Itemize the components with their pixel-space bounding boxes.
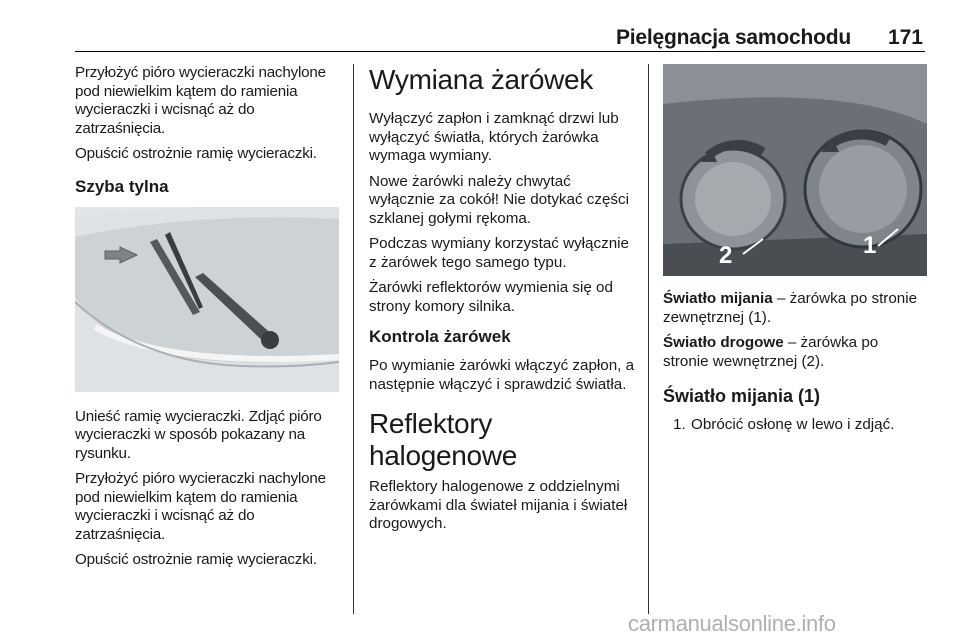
high-beam-description bbox=[663, 334, 928, 371]
column-1 bbox=[75, 64, 345, 577]
rear-wiper-drawing bbox=[75, 207, 339, 392]
high-beam-term: Światło drogowe bbox=[663, 334, 784, 351]
section-heading-bulb-check: Kontrola żarówek bbox=[369, 327, 511, 346]
section-title-halogen: Reflektory halogenowe bbox=[369, 408, 518, 471]
paragraph: Po wymianie żarówki włączyć zapłon, a następnie włączyć i sprawdzić światła. bbox=[369, 357, 635, 393]
column-2 bbox=[369, 64, 637, 541]
step-text: Obrócić osłonę w lewo i zdjąć. bbox=[691, 416, 895, 433]
paragraph: Żarówki reflektorów wymienia się od strony komory silnika. bbox=[369, 279, 613, 315]
step-number: 1. bbox=[673, 416, 686, 433]
figure-label-1: 1 bbox=[863, 232, 877, 259]
rear-wiper-illustration bbox=[75, 207, 339, 392]
column-divider-2 bbox=[648, 64, 649, 614]
column-3 bbox=[663, 64, 928, 442]
header-title: Pielęgnacja samochodu bbox=[615, 26, 851, 49]
column-divider-1 bbox=[353, 64, 354, 614]
figure-label-2: 2 bbox=[719, 242, 733, 269]
low-beam-description bbox=[663, 290, 928, 327]
page-number: 171 bbox=[887, 26, 923, 49]
headlight-drawing bbox=[663, 64, 927, 276]
paragraph: Nowe żarówki należy chwytać wyłącznie za cokół! Nie dotykać części szklanej gołymi rękoma. bbox=[369, 172, 629, 227]
paragraph: Przyłożyć pióro wycieraczki nachylone pod niewielkim kątem do ramienia wycieraczki i wcisnąć aż do zatrzaśnięcia. bbox=[75, 64, 326, 137]
section-heading-low-beam: Światło mijania (1) bbox=[663, 386, 821, 406]
paragraph: Podczas wymiany korzystać wyłącznie z żarówek tego samego typu. bbox=[369, 235, 629, 271]
headlight-illustration bbox=[663, 64, 927, 276]
paragraph: Opuścić ostrożnie ramię wycieraczki. bbox=[75, 145, 317, 162]
paragraph: Wyłączyć zapłon i zamknąć drzwi lub wyłączyć światła, których żarówka wymaga wymiany. bbox=[369, 110, 619, 164]
section-title-bulb-replacement: Wymiana żarówek bbox=[369, 64, 593, 95]
high-beam-text: – żarówka po stronie wewnętrznej (2). bbox=[663, 334, 879, 370]
page-header bbox=[75, 22, 925, 52]
low-beam-term: Światło mijania bbox=[663, 290, 773, 307]
section-heading-rear-window: Szyba tylna bbox=[75, 176, 169, 196]
header-rule bbox=[75, 51, 925, 52]
paragraph: Reflektory halogenowe z oddzielnymi żarówkami dla świateł mijania i świateł drogowych. bbox=[369, 478, 628, 532]
paragraph: Opuścić ostrożnie ramię wycieraczki. bbox=[75, 551, 317, 568]
list-item bbox=[663, 416, 928, 435]
paragraph: Przyłożyć pióro wycieraczki nachylone pod niewielkim kątem do ramienia wycieraczki i wcisnąć aż do zatrzaśnięcia. bbox=[75, 470, 326, 543]
paragraph: Unieść ramię wycieraczki. Zdjąć pióro wycieraczki w sposób pokazany na rysunku. bbox=[75, 407, 322, 462]
low-beam-text: – żarówka po stronie zewnętrznej (1). bbox=[663, 290, 918, 326]
watermark: carmanualsonline.info bbox=[628, 611, 836, 636]
